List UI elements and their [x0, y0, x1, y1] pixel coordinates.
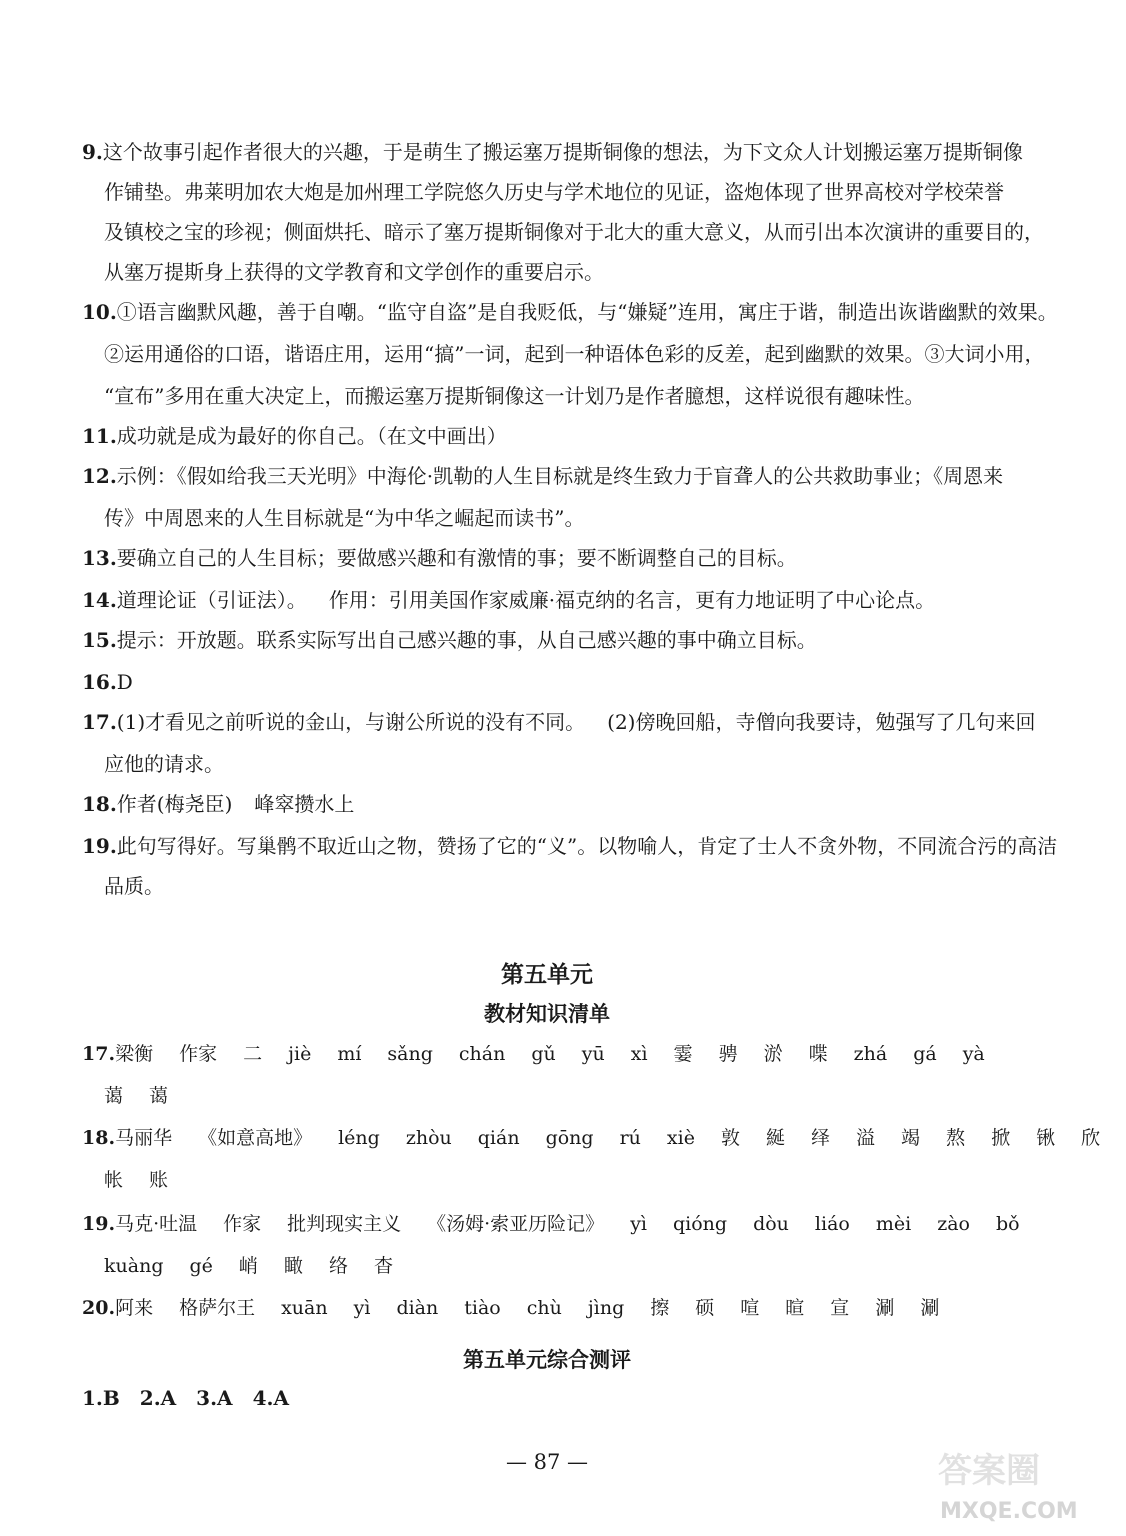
vocab-item: gǔ: [531, 1043, 556, 1065]
answer-text: 道理论证（引证法）。: [116, 588, 307, 612]
vocab-line: [104, 1252, 419, 1280]
answer-text: ①语言幽默风趣，善于自嘲。“监守自盗”是自我贬低，与“嫌疑”连用，寓庄于谐，制造出诙谐幽默的效果。: [116, 300, 1058, 324]
vocab-item: 络: [328, 1255, 348, 1277]
vocab-line: [104, 1166, 194, 1194]
question-number: 16.: [82, 670, 117, 694]
vocab-item: 锹: [1036, 1127, 1056, 1149]
answer-text: 应他的请求。: [104, 752, 224, 776]
vocab-item: 格萨尔王: [179, 1297, 256, 1319]
vocab-item: 马克·吐温: [115, 1213, 198, 1235]
vocab-item: yū: [581, 1043, 605, 1065]
question-number: 19.: [82, 834, 117, 858]
vocab-item: 梁衡: [115, 1043, 154, 1065]
answer-text: 此句写得好。写巢鹘不取近山之物，赞扬了它的“义”。以物喻人，肯定了士人不贪外物，不同流合污的高洁: [116, 834, 1058, 858]
question-number: 17.: [82, 710, 117, 734]
answer-text-part2: (2)傍晚回船，寺僧向我要诗，勉强写了几句来回: [607, 710, 1036, 734]
answer-text: 作铺垫。弗莱明加农大炮是加州理工学院悠久历史与学术地位的见证，盗炮体现了世界高校对学校荣誉: [104, 180, 1004, 204]
answer-line: [82, 708, 1035, 736]
vocab-item: 骋: [718, 1043, 738, 1065]
watermark-big: 答案圈: [938, 1451, 1040, 1491]
vocab-item: kuàng: [104, 1255, 164, 1277]
vocab-item: 峭: [238, 1255, 258, 1277]
choice-answers: 1.B 2.A 3.A 4.A: [82, 1386, 289, 1410]
answer-line: [82, 586, 935, 614]
question-number: 20.: [82, 1297, 116, 1319]
answer-text: 品质。: [104, 874, 164, 898]
answer-line: [82, 790, 354, 818]
answer-text-part2: 作用：引用美国作家威廉·福克纳的名言，更有力地证明了中心论点。: [328, 588, 936, 612]
vocab-line: [82, 1294, 965, 1322]
question-number: 11.: [82, 424, 117, 448]
vocab-item: 批判现实主义: [287, 1213, 402, 1235]
answer-text: 成功就是成为最好的你自己。（在文中画出）: [116, 424, 507, 448]
vocab-item: jiè: [288, 1043, 312, 1065]
vocab-item: 擦: [650, 1297, 670, 1319]
vocab-item: 霎: [673, 1043, 693, 1065]
answer-line: [104, 750, 224, 778]
vocab-item: 帐: [104, 1169, 124, 1191]
answer-text-part2: 峰窣攒水上: [254, 792, 355, 816]
vocab-item: 綖: [765, 1127, 785, 1149]
answer-line: [104, 872, 164, 900]
vocab-item: 作家: [223, 1213, 262, 1235]
vocab-item: 宣: [830, 1297, 850, 1319]
vocab-item: diàn: [396, 1297, 439, 1319]
vocab-item: mí: [337, 1043, 362, 1065]
watermark-small: MXQE.COM: [940, 1499, 1078, 1524]
answer-text: “宣布”多用在重大决定上，而搬运塞万提斯铜像这一计划乃是作者臆想，这样说很有趣味性。: [104, 384, 925, 408]
vocab-item: 《如意高地》: [198, 1127, 313, 1149]
answer-line: [104, 258, 604, 286]
unit-title: 第五单元: [501, 961, 593, 988]
vocab-item: 蔼: [104, 1085, 124, 1107]
vocab-item: gé: [189, 1255, 213, 1277]
vocab-item: tiào: [464, 1297, 501, 1319]
answer-text: 要确立自己的人生目标；要做感兴趣和有激情的事；要不断调整自己的目标。: [116, 546, 797, 570]
question-number: 12.: [82, 464, 117, 488]
vocab-item: jìng: [587, 1297, 625, 1319]
vocab-item: qián: [477, 1127, 520, 1149]
answer-text: 作者(梅尧臣): [116, 792, 233, 816]
vocab-item: yì: [630, 1213, 647, 1235]
vocab-item: liáo: [814, 1213, 850, 1235]
vocab-item: 蔼: [149, 1085, 169, 1107]
watermark-logo: [930, 1438, 1080, 1528]
question-number: 19.: [82, 1213, 116, 1235]
vocab-line: [82, 1210, 1046, 1238]
vocab-item: 作家: [179, 1043, 218, 1065]
vocab-item: gá: [913, 1043, 937, 1065]
answer-line: [82, 462, 1003, 490]
vocab-item: léng: [338, 1127, 380, 1149]
answer-line: [82, 832, 1057, 860]
vocab-item: 掀: [991, 1127, 1011, 1149]
answer-text: 示例：《假如给我三天光明》中海伦·凯勒的人生目标就是终生致力于盲聋人的公共救助事业；《周恩来: [116, 464, 1004, 488]
question-number: 13.: [82, 546, 117, 570]
vocab-item: zhá: [853, 1043, 888, 1065]
vocab-item: yì: [353, 1297, 371, 1319]
vocab-item: 喋: [808, 1043, 828, 1065]
vocab-item: 杳: [373, 1255, 393, 1277]
vocab-item: bǒ: [995, 1213, 1020, 1235]
vocab-item: zào: [937, 1213, 970, 1235]
question-number: 14.: [82, 588, 117, 612]
answer-text: (1)才看见之前听说的金山，与谢公所说的没有不同。: [116, 710, 586, 734]
vocab-item: rú: [619, 1127, 641, 1149]
answer-line: [104, 504, 584, 532]
vocab-item: 绎: [811, 1127, 831, 1149]
vocab-item: gōng: [545, 1127, 594, 1149]
question-number: 18.: [82, 792, 117, 816]
question-number: 15.: [82, 628, 117, 652]
answer-line: [82, 626, 817, 654]
vocab-item: 阿来: [115, 1297, 154, 1319]
vocab-item: 涮: [875, 1297, 895, 1319]
vocab-item: chán: [458, 1043, 506, 1065]
answer-line: [104, 340, 1044, 368]
question-number: 10.: [82, 300, 117, 324]
answer-line: [104, 218, 1044, 246]
vocab-item: mèi: [875, 1213, 912, 1235]
question-number: 18.: [82, 1127, 116, 1149]
vocab-item: 瞰: [283, 1255, 303, 1277]
vocab-item: yà: [962, 1043, 985, 1065]
vocab-item: 欣: [1081, 1127, 1101, 1149]
vocab-item: sǎng: [387, 1043, 433, 1065]
answer-text: 提示：开放题。联系实际写出自己感兴趣的事，从自己感兴趣的事中确立目标。: [116, 628, 817, 652]
vocab-item: 喧: [740, 1297, 760, 1319]
answer-text: 及镇校之宝的珍视；侧面烘托、暗示了塞万提斯铜像对于北大的重大意义，从而引出本次演讲的重要目的，: [104, 220, 1044, 244]
vocab-item: 账: [149, 1169, 169, 1191]
answer-line: [82, 668, 133, 696]
question-number: 17.: [82, 1043, 116, 1065]
answer-line: [104, 178, 1004, 206]
vocab-item: zhòu: [405, 1127, 452, 1149]
answer-line: [82, 544, 797, 572]
vocab-item: 淤: [763, 1043, 783, 1065]
vocab-item: 硕: [695, 1297, 715, 1319]
vocab-item: 涮: [920, 1297, 940, 1319]
vocab-line: [82, 1124, 1126, 1152]
vocab-item: 溢: [856, 1127, 876, 1149]
answer-line: [82, 422, 507, 450]
answer-text: 这个故事引起作者很大的兴趣，于是萌生了搬运塞万提斯铜像的想法，为下文众人计划搬运塞万提斯铜像: [102, 140, 1023, 164]
vocab-item: 《汤姆·索亚历险记》: [427, 1213, 605, 1235]
answer-text: 传》中周恩来的人生目标就是“为中华之崛起而读书”。: [104, 506, 585, 530]
vocab-item: xuān: [281, 1297, 328, 1319]
vocab-item: xì: [630, 1043, 648, 1065]
section-title: 教材知识清单: [484, 1001, 610, 1026]
vocab-item: 熬: [946, 1127, 966, 1149]
answer-text: ②运用通俗的口语，谐语庄用，运用“搞”一词，起到一种语体色彩的反差，起到幽默的效果。③大词小用，: [104, 342, 1045, 366]
vocab-line: [104, 1082, 194, 1110]
vocab-item: chù: [526, 1297, 562, 1319]
answer-text: D: [116, 670, 133, 694]
vocab-item: 敦: [720, 1127, 740, 1149]
answer-line: [82, 298, 1058, 326]
vocab-item: 二: [243, 1043, 263, 1065]
vocab-item: qióng: [673, 1213, 728, 1235]
answer-line: [104, 382, 924, 410]
page-number: — 87 —: [505, 1450, 589, 1474]
answer-text: 从塞万提斯身上获得的文学教育和文学创作的重要启示。: [104, 260, 604, 284]
answer-line: [82, 138, 1023, 166]
test-title: 第五单元综合测评: [463, 1347, 631, 1372]
question-number: 9.: [82, 140, 103, 164]
vocab-item: 马丽华: [115, 1127, 173, 1149]
vocab-line: [82, 1040, 1011, 1068]
vocab-item: 暄: [785, 1297, 805, 1319]
vocab-item: dòu: [753, 1213, 789, 1235]
vocab-item: xiè: [666, 1127, 695, 1149]
vocab-item: 竭: [901, 1127, 921, 1149]
